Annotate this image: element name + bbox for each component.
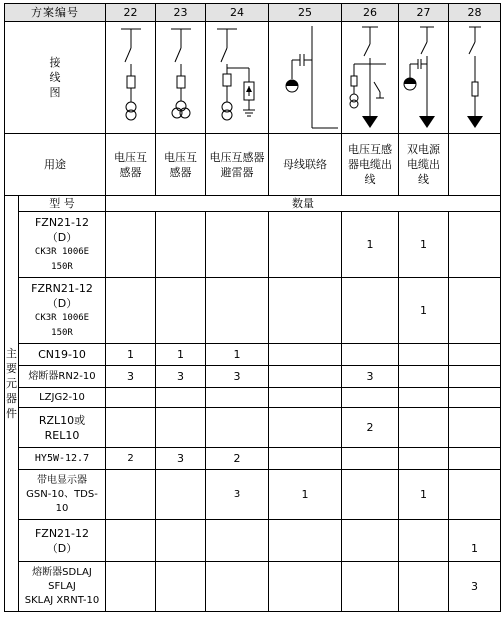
model-name: FZN21-12 （D） [34, 215, 90, 244]
usage-22: 电压互 感器 [106, 134, 156, 196]
qty-cell [342, 562, 399, 612]
qty-cell: 1 [399, 212, 449, 278]
wiring-diagram-row [5, 22, 501, 134]
qty-cell: 3 [342, 366, 399, 388]
qty-cell [269, 366, 342, 388]
model-cell: LZJG2-10 [19, 388, 106, 408]
scheme-table [4, 3, 501, 612]
qty-cell [449, 344, 501, 366]
scheme-number-header: 方案编号 [5, 4, 106, 22]
qty-cell [399, 344, 449, 366]
qty-cell [106, 278, 156, 344]
qty-cell [269, 408, 342, 448]
qty-cell [449, 408, 501, 448]
scheme-24-header: 24 [206, 4, 269, 22]
table-row [5, 344, 501, 366]
wiring-diagram-28 [449, 22, 501, 134]
qty-cell: 1 [269, 470, 342, 520]
scheme-25-header: 25 [269, 4, 342, 22]
qty-cell [156, 562, 206, 612]
qty-cell [106, 470, 156, 520]
usage-25: 母线联络 [269, 134, 342, 196]
model-heading: 型 号 [19, 196, 106, 212]
qty-cell [206, 212, 269, 278]
qty-cell: 1 [156, 344, 206, 366]
qty-cell [269, 212, 342, 278]
model-cell: 熔断器SDLAJ SFLAJ SKLAJ XRNT-10 [19, 562, 106, 612]
qty-cell [449, 212, 501, 278]
pt-three-phase-icon [157, 24, 205, 132]
qty-cell [399, 366, 449, 388]
qty-cell [449, 366, 501, 388]
wiring-diagram-22 [106, 22, 156, 134]
qty-cell [156, 408, 206, 448]
scheme-28-header: 28 [449, 4, 501, 22]
qty-cell: 1 [342, 212, 399, 278]
qty-cell: 3 [156, 366, 206, 388]
qty-cell [206, 408, 269, 448]
table-row [5, 448, 501, 470]
qty-cell [206, 278, 269, 344]
qty-cell [342, 344, 399, 366]
table-row [5, 520, 501, 562]
qty-cell: 2 [106, 448, 156, 470]
qty-cell: 1 [106, 344, 156, 366]
qty-cell [399, 520, 449, 562]
qty-cell: 1 [206, 344, 269, 366]
qty-cell [106, 212, 156, 278]
usage-23: 电压互 感器 [156, 134, 206, 196]
qty-cell [399, 448, 449, 470]
qty-cell: 1 [399, 470, 449, 520]
wiring-diagram-label: 接 线 图 [5, 22, 106, 134]
qty-cell [106, 562, 156, 612]
pt-cable-outlet-icon [342, 24, 398, 132]
qty-cell [206, 520, 269, 562]
usage-24: 电压互感器 避雷器 [206, 134, 269, 196]
model-cell [19, 278, 106, 344]
usage-label: 用途 [5, 134, 106, 196]
usage-28 [449, 134, 501, 196]
qty-cell [449, 448, 501, 470]
qty-cell [342, 470, 399, 520]
model-cell [19, 212, 106, 278]
qty-cell [342, 388, 399, 408]
qty-cell [399, 562, 449, 612]
qty-cell [269, 344, 342, 366]
table-row [5, 470, 501, 520]
qty-cell [269, 562, 342, 612]
usage-27: 双电源 电缆出 线 [399, 134, 449, 196]
model-cell: HY5W-12.7 [19, 448, 106, 470]
qty-cell: 1 [449, 520, 501, 562]
header-row [5, 4, 501, 22]
pt-arrester-icon [207, 24, 267, 132]
qty-cell [399, 388, 449, 408]
qty-cell [269, 448, 342, 470]
qty-cell [342, 520, 399, 562]
table-row [5, 278, 501, 344]
qty-cell [106, 520, 156, 562]
qty-cell [156, 470, 206, 520]
table-row [5, 366, 501, 388]
qty-cell [449, 388, 501, 408]
model-quantity-heading-row [5, 196, 501, 212]
qty-cell [156, 278, 206, 344]
qty-cell: 3 [156, 448, 206, 470]
qty-cell [206, 562, 269, 612]
scheme-26-header: 26 [342, 4, 399, 22]
model-name: FZRN21-12 （D） [31, 281, 93, 310]
model-sub: CK3R 1006E 150R [34, 312, 90, 338]
qty-cell [342, 448, 399, 470]
bus-tie-icon [270, 24, 340, 132]
qty-cell: 3 [206, 366, 269, 388]
table-row [5, 212, 501, 278]
qty-cell: 2 [206, 448, 269, 470]
qty-cell [206, 388, 269, 408]
model-cell: CN19-10 [19, 344, 106, 366]
table-row [5, 408, 501, 448]
scheme-27-header: 27 [399, 4, 449, 22]
qty-cell: 2 [342, 408, 399, 448]
qty-cell [156, 520, 206, 562]
qty-cell [449, 470, 501, 520]
qty-cell: 3 [106, 366, 156, 388]
quantity-heading: 数量 [106, 196, 501, 212]
usage-row [5, 134, 501, 196]
scheme-23-header: 23 [156, 4, 206, 22]
qty-cell [269, 278, 342, 344]
wiring-diagram-23 [156, 22, 206, 134]
model-sub: CK3R 1006E 150R [34, 246, 90, 272]
wiring-diagram-24 [206, 22, 269, 134]
qty-cell [106, 408, 156, 448]
model-cell: RZL10或 REL10 [19, 408, 106, 448]
model-cell: FZN21-12 （D） [19, 520, 106, 562]
dual-source-cable-icon [400, 24, 448, 132]
qty-cell [342, 278, 399, 344]
fuse-outlet-icon [451, 24, 499, 132]
qty-cell: 3 [206, 470, 269, 520]
main-components-label: 主 要 元 器 件 [5, 196, 19, 612]
qty-cell: 3 [449, 562, 501, 612]
wiring-diagram-27 [399, 22, 449, 134]
table-row [5, 388, 501, 408]
qty-cell [449, 278, 501, 344]
pt-circuit-icon [107, 24, 155, 132]
wiring-diagram-26 [342, 22, 399, 134]
wiring-diagram-25 [269, 22, 342, 134]
qty-cell [106, 388, 156, 408]
scheme-22-header: 22 [106, 4, 156, 22]
usage-26: 电压互感 器电缆出 线 [342, 134, 399, 196]
qty-cell [269, 520, 342, 562]
qty-cell [156, 388, 206, 408]
qty-cell [269, 388, 342, 408]
qty-cell [156, 212, 206, 278]
qty-cell: 1 [399, 278, 449, 344]
qty-cell [399, 408, 449, 448]
model-cell: 带电显示器 GSN-10、TDS- 10 [19, 470, 106, 520]
model-cell: 熔断器RN2-10 [19, 366, 106, 388]
table-row [5, 562, 501, 612]
